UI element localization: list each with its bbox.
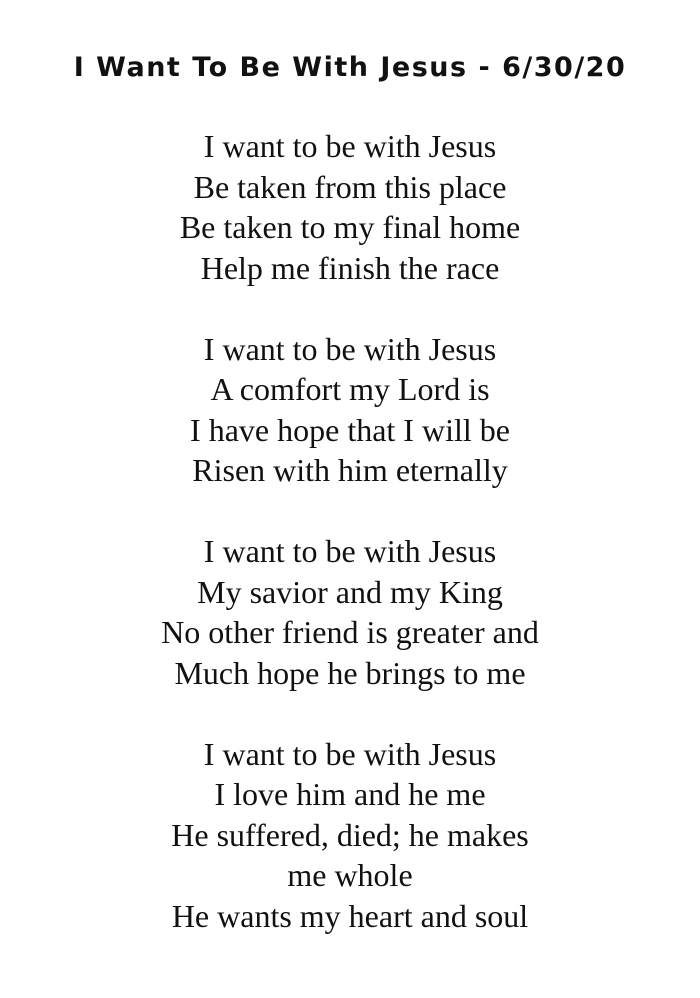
poem-line: Be taken to my final home — [179, 209, 521, 245]
poem-line: No other friend is greater and — [161, 614, 539, 650]
poem-line: I want to be with Jesus — [203, 330, 497, 367]
stanza-3 — [0, 531, 700, 693]
stanza-1 — [0, 126, 700, 288]
stanza-4 — [0, 734, 700, 937]
poem-line: Be taken from this place — [193, 168, 507, 205]
poem-line: My savior and my King — [197, 573, 503, 610]
poem-title: I Want To Be With Jesus - 6/30/20 — [73, 52, 627, 83]
poem-line: I want to be with Jesus — [203, 533, 497, 569]
poem-line: A comfort my Lord is — [210, 371, 490, 407]
poem-line: Much hope he brings to me — [174, 654, 526, 691]
poem-line: He suffered, died; he makes — [171, 816, 529, 853]
stanza-2 — [0, 329, 700, 491]
poem-line: He wants my heart and soul — [171, 897, 529, 934]
poem-line: I want to be with Jesus — [203, 128, 497, 164]
poem-line: Help me finish the race — [200, 249, 500, 286]
poem-line: I love him and he me — [214, 776, 486, 812]
poem-line: Risen with him eternally — [192, 452, 508, 488]
poem-body — [0, 126, 700, 977]
poem-line: I want to be with Jesus — [203, 735, 497, 772]
poem-line: me whole — [287, 857, 413, 893]
poem-line: I have hope that I will be — [190, 411, 510, 448]
